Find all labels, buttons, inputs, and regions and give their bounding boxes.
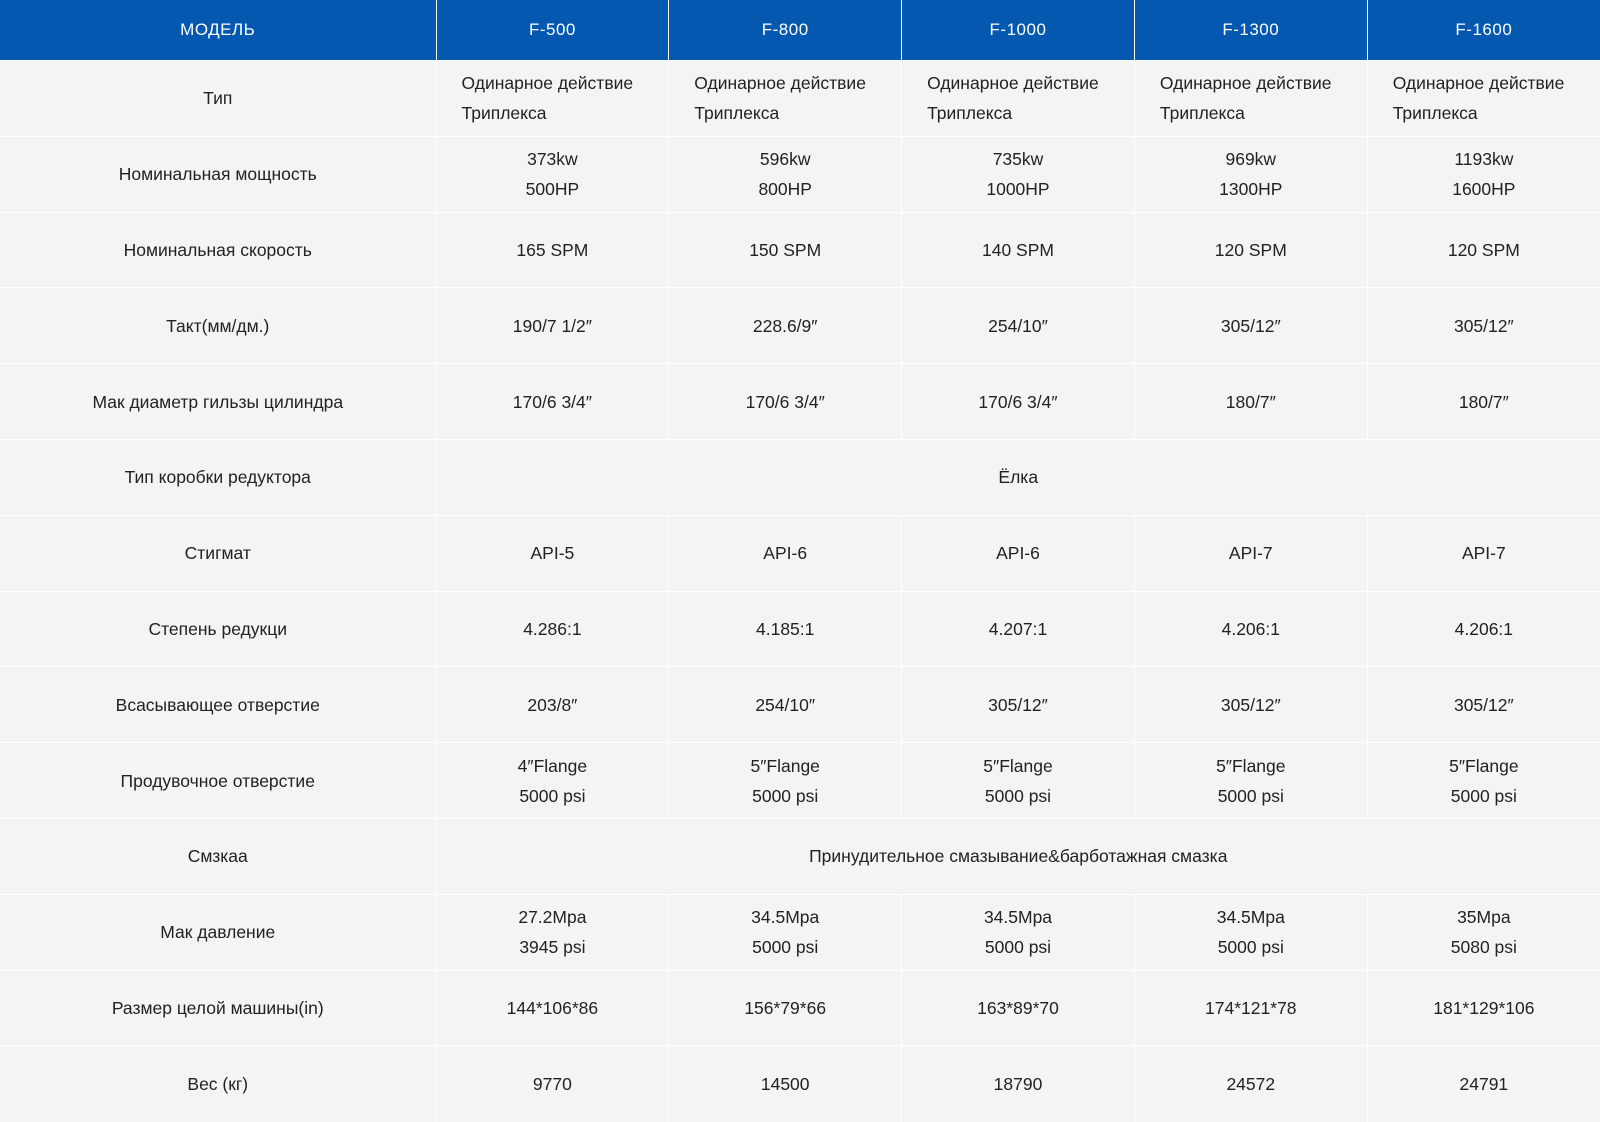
value-cell	[1134, 667, 1367, 743]
value-cell	[902, 364, 1135, 440]
cell-line: 180/7″	[1458, 391, 1509, 412]
value-cell	[669, 591, 902, 667]
cell-line: 4.206:1	[1454, 618, 1514, 639]
cell-line: Триплекса	[927, 103, 1013, 124]
cell-line: 180/7″	[1225, 391, 1276, 412]
spanned-value-cell	[436, 439, 1600, 515]
cell-line: 305/12″	[988, 694, 1048, 715]
header-label: МОДЕЛЬ	[0, 0, 436, 61]
cell-line: 305/12″	[1453, 694, 1514, 715]
cell-line: 5″Flange	[983, 755, 1053, 776]
cell-line: 5000 psi	[984, 785, 1052, 806]
cell-line: 9770	[532, 1074, 572, 1094]
row-label: Номинальная скорость	[0, 212, 436, 288]
cell-line: 969kw	[1225, 149, 1277, 170]
value-cell	[669, 515, 902, 591]
cell-line: 35Mpa	[1457, 907, 1511, 928]
row-label: Всасывающее отверстие	[0, 667, 436, 743]
value-cell	[1367, 61, 1600, 137]
cell-line: API-6	[763, 543, 808, 564]
cell-line: 800HP	[758, 179, 812, 200]
header-model: F-800	[669, 0, 902, 61]
table-row	[0, 364, 1600, 440]
row-label: Продувочное отверстие	[0, 743, 436, 819]
value-cell	[1134, 743, 1367, 819]
cell-line: 165 SPM	[516, 239, 589, 260]
cell-line: 5″Flange	[750, 755, 820, 776]
table-row	[0, 591, 1600, 667]
value-cell	[902, 288, 1135, 364]
value-cell	[1134, 136, 1367, 212]
value-cell	[1134, 970, 1367, 1046]
value-cell	[902, 667, 1135, 743]
value-cell	[669, 136, 902, 212]
value-cell	[1134, 364, 1367, 440]
table-row	[0, 667, 1600, 743]
cell-line: 120 SPM	[1214, 239, 1287, 260]
cell-line: 24791	[1459, 1074, 1509, 1094]
cell-line: 150 SPM	[749, 239, 822, 260]
cell-line: 4.206:1	[1221, 618, 1280, 639]
value-cell	[902, 136, 1135, 212]
cell-line: 1300HP	[1219, 179, 1283, 200]
cell-line: API-5	[530, 543, 575, 564]
table-row	[0, 61, 1600, 137]
cell-line: 174*121*78	[1205, 997, 1297, 1018]
cell-line: 163*89*70	[977, 997, 1059, 1018]
cell-line: Одинарное действие	[1392, 73, 1565, 94]
value-cell	[1134, 1046, 1367, 1122]
value-cell	[669, 970, 902, 1046]
value-cell	[902, 212, 1135, 288]
value-cell	[436, 1046, 669, 1122]
cell-line: 14500	[760, 1074, 810, 1094]
cell-line: 34.5Mpa	[983, 907, 1053, 928]
table-row	[0, 1046, 1600, 1122]
value-cell	[1367, 136, 1600, 212]
cell-line: 170/6 3/4″	[978, 391, 1058, 412]
header-model: F-1600	[1367, 0, 1600, 61]
value-cell	[902, 515, 1135, 591]
value-cell	[902, 894, 1135, 970]
value-cell	[1134, 894, 1367, 970]
value-cell	[1134, 515, 1367, 591]
value-cell	[436, 894, 669, 970]
cell-line: API-7	[1228, 543, 1273, 564]
cell-line: 5″Flange	[1216, 755, 1286, 776]
value-cell	[669, 212, 902, 288]
row-label: Такт(мм/дм.)	[0, 288, 436, 364]
table-body	[0, 61, 1600, 1122]
row-label: Номинальная мощность	[0, 136, 436, 212]
row-label: Размер целой машины(in)	[0, 970, 436, 1046]
cell-line: 254/10″	[988, 315, 1048, 336]
header-model: F-1000	[902, 0, 1135, 61]
header-model: F-1300	[1134, 0, 1367, 61]
row-label: Смзкаа	[0, 818, 436, 894]
cell-line: 4.207:1	[988, 618, 1048, 639]
cell-line: 18790	[993, 1074, 1043, 1094]
header-row	[0, 0, 1600, 61]
value-cell	[436, 288, 669, 364]
row-label: Тип	[0, 61, 436, 137]
cell-line: Триплекса	[1392, 103, 1478, 124]
value-cell	[1367, 970, 1600, 1046]
value-cell	[1134, 591, 1367, 667]
row-label: Мак диаметр гильзы цилиндра	[0, 364, 436, 440]
cell-line: 5000 psi	[752, 785, 819, 806]
row-label: Стигмат	[0, 515, 436, 591]
table-row	[0, 818, 1600, 894]
value-cell	[1367, 667, 1600, 743]
value-cell	[436, 970, 669, 1046]
table-row	[0, 515, 1600, 591]
cell-line: 5″Flange	[1449, 755, 1519, 776]
value-cell	[669, 894, 902, 970]
cell-line: 373kw	[527, 149, 578, 170]
value-cell	[1367, 288, 1600, 364]
cell-line: 5080 psi	[1450, 937, 1517, 958]
spanned-value-cell	[436, 818, 1600, 894]
value-cell	[902, 1046, 1135, 1122]
cell-line: Одинарное действие	[461, 73, 634, 94]
value-cell	[902, 743, 1135, 819]
cell-line: 24572	[1226, 1074, 1276, 1094]
cell-line: 170/6 3/4″	[512, 391, 592, 412]
cell-line: Триплекса	[694, 103, 780, 124]
cell-line: Триплекса	[461, 103, 547, 124]
cell-line: Триплекса	[1159, 103, 1245, 124]
cell-line: 4″Flange	[517, 755, 588, 776]
cell-line: API-7	[1461, 543, 1506, 564]
row-label: Степень редукци	[0, 591, 436, 667]
cell-line: 144*106*86	[506, 997, 599, 1018]
cell-line: 27.2Mpa	[518, 907, 587, 928]
value-cell	[436, 212, 669, 288]
table-row	[0, 894, 1600, 970]
cell-line: 156*79*66	[744, 997, 827, 1018]
cell-line: 735kw	[992, 149, 1044, 170]
value-cell	[436, 136, 669, 212]
cell-line: Одинарное действие	[1159, 73, 1332, 94]
row-label: Мак давление	[0, 894, 436, 970]
value-cell	[1367, 1046, 1600, 1122]
value-cell	[669, 288, 902, 364]
value-cell	[1367, 743, 1600, 819]
cell-line: 5000 psi	[984, 937, 1052, 958]
cell-line: 170/6 3/4″	[745, 391, 825, 412]
value-cell	[669, 1046, 902, 1122]
cell-line: 181*129*106	[1433, 997, 1535, 1018]
cell-line: 203/8″	[527, 694, 578, 715]
value-cell	[1367, 515, 1600, 591]
header-model: F-500	[436, 0, 669, 61]
value-cell	[1367, 894, 1600, 970]
value-cell	[669, 667, 902, 743]
value-cell	[669, 743, 902, 819]
table-row	[0, 212, 1600, 288]
value-cell	[1367, 364, 1600, 440]
row-label: Тип коробки редуктора	[0, 439, 436, 515]
value-cell	[436, 743, 669, 819]
cell-line: 34.5Mpa	[1216, 907, 1285, 928]
cell-line: 500HP	[525, 179, 580, 200]
cell-line: API-6	[996, 543, 1040, 564]
value-cell	[902, 591, 1135, 667]
cell-line: 305/12″	[1220, 315, 1281, 336]
cell-line: Принудительное смазывание&барботажная смазка	[809, 846, 1228, 867]
cell-line: 4.286:1	[523, 618, 582, 639]
row-label: Вес (кг)	[0, 1046, 436, 1122]
cell-line: 140 SPM	[982, 239, 1054, 260]
cell-line: 190/7 1/2″	[512, 315, 592, 336]
value-cell	[669, 61, 902, 137]
value-cell	[902, 970, 1135, 1046]
cell-line: Ёлка	[998, 467, 1039, 488]
value-cell	[1134, 212, 1367, 288]
value-cell	[436, 364, 669, 440]
cell-line: 305/12″	[1220, 694, 1281, 715]
cell-line: 1000HP	[986, 179, 1050, 200]
cell-line: 228.6/9″	[752, 315, 818, 336]
cell-line: Одинарное действие	[694, 73, 866, 94]
cell-line: 5000 psi	[1450, 785, 1517, 806]
table-row	[0, 136, 1600, 212]
cell-line: 1193kw	[1454, 149, 1514, 170]
value-cell	[436, 61, 669, 137]
value-cell	[1134, 288, 1367, 364]
value-cell	[1134, 61, 1367, 137]
cell-line: Одинарное действие	[927, 73, 1099, 94]
value-cell	[436, 667, 669, 743]
cell-line: 34.5Mpa	[751, 907, 820, 928]
value-cell	[1367, 212, 1600, 288]
cell-line: 3945 psi	[519, 937, 586, 958]
cell-line: 305/12″	[1453, 315, 1514, 336]
cell-line: 254/10″	[755, 694, 816, 715]
table-row	[0, 970, 1600, 1046]
cell-line: 5000 psi	[752, 937, 819, 958]
cell-line: 5000 psi	[519, 785, 586, 806]
table-row	[0, 288, 1600, 364]
cell-line: 120 SPM	[1447, 239, 1520, 260]
value-cell	[1367, 591, 1600, 667]
value-cell	[669, 364, 902, 440]
cell-line: 596kw	[759, 149, 811, 170]
value-cell	[436, 591, 669, 667]
cell-line: 5000 psi	[1217, 937, 1284, 958]
table-row	[0, 439, 1600, 515]
cell-line: 1600HP	[1452, 179, 1516, 200]
cell-line: 4.185:1	[756, 618, 815, 639]
value-cell	[436, 515, 669, 591]
cell-line: 5000 psi	[1217, 785, 1284, 806]
value-cell	[902, 61, 1135, 137]
table-row	[0, 743, 1600, 819]
